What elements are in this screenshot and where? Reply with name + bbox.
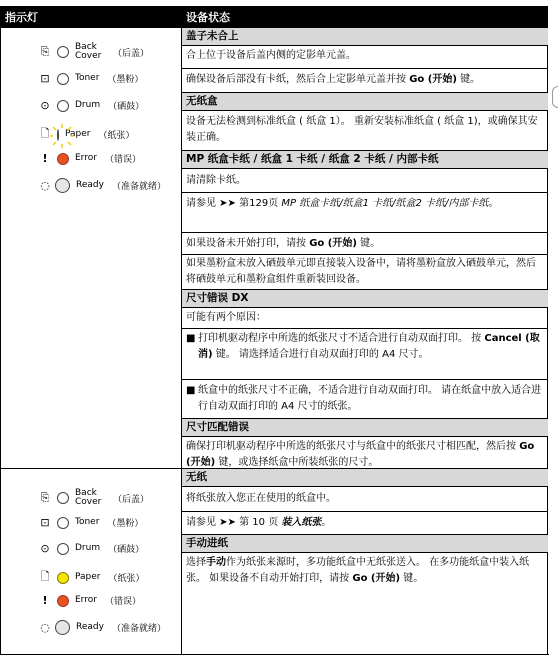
led-label: Ready xyxy=(76,180,104,190)
paragraph: 可能有两个原因： xyxy=(186,312,266,323)
led-label: Paper xyxy=(75,572,101,582)
text: 键。 xyxy=(356,238,381,249)
blink-indicator xyxy=(55,130,65,140)
section-title: MP 纸盒卡纸 / 纸盒 1 卡纸 / 纸盒 2 卡纸 / 内部卡纸 xyxy=(182,151,548,168)
led-row-error xyxy=(35,594,141,607)
bullet-item xyxy=(186,383,542,415)
divider xyxy=(182,511,548,512)
led-label: Back Cover xyxy=(75,42,102,61)
divider xyxy=(182,379,548,380)
paragraph: 如果墨粉盒未放入硒鼓单元即直接装入设备中，请将墨粉盒放入硒鼓单元，然后将硒鼓单元和墨粉盒组件重新装回设备。 xyxy=(186,258,536,285)
led-cn: （后盖） xyxy=(113,48,150,59)
text: 如果设备未开始打印，请按 xyxy=(186,238,310,249)
cancel-key-label: Cancel (取消) xyxy=(198,333,540,360)
header-indicator: 指示灯 xyxy=(1,7,181,28)
led-dot xyxy=(57,46,69,58)
text: 确保设备后部没有卡纸，然后合上定影单元盖并按 xyxy=(186,74,410,85)
led-label: Ready xyxy=(76,622,104,632)
divider xyxy=(182,45,548,46)
go-key-label: Go (开始) xyxy=(309,238,357,249)
section-manual-feed xyxy=(182,535,548,653)
led-label: Paper xyxy=(65,129,91,139)
led-row-error xyxy=(35,152,141,165)
led-dot xyxy=(57,572,69,584)
status-table xyxy=(0,6,548,655)
paragraph xyxy=(186,236,542,252)
led-row-back-cover xyxy=(35,43,149,61)
exclamation-icon: ! xyxy=(42,594,48,607)
led-label: Toner xyxy=(75,517,100,527)
paragraph: 合上位于设备后盖内侧的定影单元盖。 xyxy=(186,50,356,61)
divider xyxy=(182,486,548,487)
divider xyxy=(182,328,548,329)
led-cn: （准备就绪） xyxy=(111,182,166,192)
led-dot xyxy=(57,595,69,607)
led-cn: （错误） xyxy=(104,597,141,607)
drum-icon: ⊙ xyxy=(40,542,50,555)
text: 确保打印机驱动程序中所选的纸张尺寸与纸盒中的纸张尺寸相匹配，然后按 xyxy=(186,441,520,452)
section-title: 无纸 xyxy=(182,469,548,486)
bullet-item xyxy=(186,331,542,363)
header-status: 设备状态 xyxy=(182,7,548,28)
go-key-label: Go (开始) xyxy=(186,441,535,468)
section-title: 手动进纸 xyxy=(182,535,548,552)
led-dot xyxy=(57,73,69,85)
section-paper-jam xyxy=(182,151,548,289)
led-cn: （后盖） xyxy=(113,494,150,505)
led-cn: （墨粉） xyxy=(107,75,144,85)
left-group-divider xyxy=(1,468,182,469)
cross-reference-link[interactable]: 装入纸张 xyxy=(281,517,322,528)
paper-icon: 🗋 xyxy=(40,127,50,140)
led-label: Toner xyxy=(75,73,100,83)
text: 。 xyxy=(488,198,499,209)
go-key-label: Go (开始) xyxy=(409,74,457,85)
section-title: 尺寸匹配错误 xyxy=(182,419,548,436)
section-size-error xyxy=(182,290,548,418)
section-size-mismatch xyxy=(182,419,548,469)
led-dot xyxy=(57,153,69,165)
divider xyxy=(182,307,548,308)
section-title: 无纸盒 xyxy=(182,93,548,110)
led-cn: （硒鼓） xyxy=(108,545,145,555)
led-row-paper xyxy=(35,125,135,144)
section-no-tray xyxy=(182,93,548,149)
text: 键。 xyxy=(400,573,424,584)
paragraph xyxy=(186,439,542,471)
led-row-toner xyxy=(35,516,143,529)
text: 键，或选择纸盒中所装纸张的尺寸。 xyxy=(215,457,379,468)
bullet-marker: ■ xyxy=(186,385,196,396)
bottom-border xyxy=(1,654,549,655)
led-cn: （错误） xyxy=(104,155,141,165)
led-cn: （纸张） xyxy=(98,131,135,141)
ready-icon: ◌ xyxy=(40,179,50,192)
led-label: Error xyxy=(75,153,97,163)
paragraph xyxy=(186,515,542,531)
text: 作为纸张来源时，多功能纸盒中无纸张送入。 在多功能纸盒中装入纸张。 如果设备不自动开始打印，请按 xyxy=(186,557,530,584)
text: 请参见 ➤➤ 第 10 页 xyxy=(186,517,282,528)
paragraph xyxy=(186,196,542,212)
led-dot xyxy=(57,492,69,504)
paper-icon: 🗋 xyxy=(40,570,50,583)
led-row-drum xyxy=(35,99,144,112)
cross-reference-link[interactable]: MP 纸盒卡纸/纸盒1 卡纸/纸盒2 卡纸/内部卡纸 xyxy=(281,198,489,209)
led-dot xyxy=(57,543,69,555)
led-row-paper xyxy=(35,568,145,587)
section-title: 盖子未合上 xyxy=(182,28,548,45)
led-row-ready xyxy=(35,178,166,193)
section-cover-open xyxy=(182,28,548,92)
divider xyxy=(182,254,548,255)
text: 纸盒中的纸张尺寸不正确，不适合进行自动双面打印。 请在纸盒中放入适合进行自动双面打印的 A4 尺寸的纸张。 xyxy=(198,385,542,412)
section-title: 尺寸错误 DX xyxy=(182,290,548,307)
paragraph xyxy=(186,72,542,88)
led-cn: （纸张） xyxy=(108,574,145,584)
toner-icon: ⊡ xyxy=(40,72,50,85)
led-dot xyxy=(57,517,69,529)
text: 选择 xyxy=(186,557,206,568)
led-cn: （墨粉） xyxy=(107,519,144,529)
go-key-label: Go (开始) xyxy=(352,573,401,584)
blink-rays-icon xyxy=(50,124,74,148)
side-tab xyxy=(552,86,558,108)
text: 键。 xyxy=(456,74,481,85)
led-label: Drum xyxy=(75,543,101,553)
led-label: Drum xyxy=(75,100,101,110)
paragraph: 设备无法检测到标准纸盒 ( 纸盒 1）。 重新安装标准纸盒 ( 纸盒 1)，或确保其安装正确。 xyxy=(186,116,538,143)
text: 键。 请选择适合进行自动双面打印的 A4 尺寸。 xyxy=(212,349,429,360)
led-label: Back Cover xyxy=(75,488,102,507)
led-row-drum xyxy=(35,542,144,555)
drum-icon: ⊙ xyxy=(40,99,50,112)
divider xyxy=(182,68,548,69)
divider xyxy=(182,110,548,111)
divider xyxy=(182,232,548,233)
text: 打印机驱动程序中所选的纸张尺寸不适合进行自动双面打印。 按 xyxy=(198,333,485,344)
manual-label: 手动 xyxy=(206,557,226,568)
paragraph xyxy=(186,555,542,587)
divider xyxy=(182,552,548,553)
divider xyxy=(182,192,548,193)
divider xyxy=(182,436,548,437)
led-dot xyxy=(57,100,69,112)
led-row-back-cover xyxy=(35,489,149,507)
bullet-marker: ■ xyxy=(186,333,196,344)
led-cn: （硒鼓） xyxy=(108,102,145,112)
led-cn: （准备就绪） xyxy=(111,624,166,634)
section-no-paper xyxy=(182,469,548,535)
divider xyxy=(182,168,548,169)
ready-icon: ◌ xyxy=(40,621,50,634)
exclamation-icon: ! xyxy=(42,152,48,165)
text: 。 xyxy=(321,517,332,528)
paragraph: 将纸张放入您正在使用的纸盒中。 xyxy=(186,493,336,504)
text: 请参见 ➤➤ 第129页 xyxy=(186,198,282,209)
paragraph: 请清除卡纸。 xyxy=(186,175,246,186)
led-row-toner xyxy=(35,72,143,85)
led-dot xyxy=(55,178,70,193)
cover-icon: ⎘ xyxy=(40,491,50,504)
led-dot xyxy=(55,620,70,635)
led-row-ready xyxy=(35,620,166,635)
toner-icon: ⊡ xyxy=(40,516,50,529)
cover-icon: ⎘ xyxy=(40,45,50,58)
led-label: Error xyxy=(75,595,97,605)
